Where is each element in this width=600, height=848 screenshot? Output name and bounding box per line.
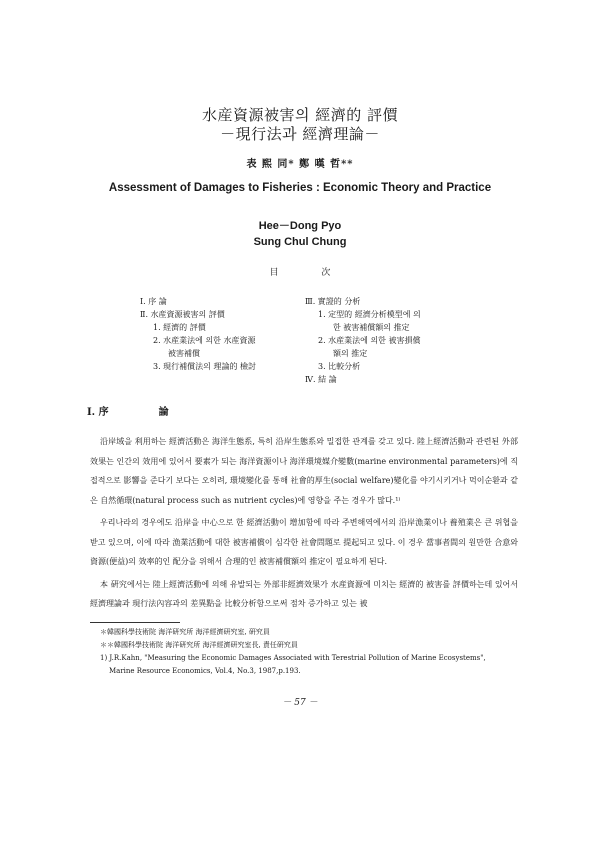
footnotes	[100, 626, 520, 678]
author-2: Sung Chul Chung	[253, 236, 347, 248]
footnote-rule	[90, 622, 180, 623]
page-number: － 57 －	[282, 698, 318, 708]
paragraph: 沿岸域을 利用하는 經濟活動은 海洋生態系, 특히 沿岸生態系와 밀접한 관계를 갖고 있다. 陸上經濟活動과 관련된 外部效果는 인간의 效用에 있어서 要素가 되는 海洋資源이나 海洋環境媒介變數(marine environmental parameters)에 직접적으로 影響을 준다기 보다는 오히려, 環境變化를 통해 社會的厚生(social welfare)變化를 야기시키거나 먹이순환과 같은 自然循環(natural process such as nutrient cycles)에 영향을 주는 경우가 많다.¹⁾	[90, 437, 518, 505]
section-heading	[87, 403, 169, 418]
body-text	[90, 432, 518, 617]
footnote: Marine Resource Economics, Vol.4, No.3, 1987,p.193.	[109, 667, 301, 675]
toc-item: 額의 推定	[333, 349, 368, 358]
toc-item: Ⅲ. 實證的 分析	[305, 297, 361, 306]
toc-item: 1. 定型的 經濟分析模型에 의	[318, 310, 421, 319]
section-title: 論	[158, 407, 169, 418]
footnote: 1) J.R.Kahn, "Measuring the Economic Damages Associated with Terestrial Pollution of Marine Ecosystems",	[100, 654, 486, 662]
toc-item: 2. 水産業法에 의한 被害損償	[318, 336, 421, 345]
toc-item: Ⅰ. 序 論	[140, 297, 167, 306]
toc-item: 3. 比較分析	[318, 362, 361, 371]
paragraph: 本 硏究에서는 陸上經濟活動에 의해 유발되는 外部非經濟效果가 水産資源에 미치는 經濟的 被害를 評價하는데 있어서 經濟理論과 現行法內容과의 差異點을 比較分析함으로써 점차 증가하고 있는 被	[90, 579, 518, 608]
korean-title-line-2: －現行法과 經濟理論－	[220, 125, 380, 143]
korean-title-line-1: 水産資源被害의 經濟的 評價	[201, 106, 399, 124]
footnote: ＊韓國科學技術院 海洋硏究所 海洋經濟硏究室, 硏究員	[100, 628, 270, 636]
korean-title	[0, 106, 600, 144]
toc-item: 被害補償	[168, 349, 200, 358]
toc-item: Ⅳ. 結 論	[305, 375, 337, 384]
toc-heading: 目 次	[269, 268, 331, 278]
toc-item: 1. 經濟的 評價	[153, 323, 206, 332]
toc-item: 3. 現行補償法의 理論的 檢討	[153, 362, 256, 371]
toc-item: Ⅱ. 水産資源被害의 評價	[140, 310, 225, 319]
english-authors	[0, 218, 600, 250]
toc-item: 2. 水産業法에 의한 水産資源	[153, 336, 256, 345]
footnote: ＊＊韓國科學技術院 海洋硏究所 海洋經濟硏究室長, 責任硏究員	[100, 641, 298, 649]
section-number: Ⅰ. 序	[87, 407, 109, 418]
toc-right-column	[305, 295, 465, 386]
english-title: Assessment of Damages to Fisheries : Economic Theory and Practice	[108, 182, 492, 194]
toc-left-column	[140, 295, 290, 373]
paragraph: 우리나라의 경우에도 沿岸을 中心으로 한 經濟活動이 增加함에 따라 주변해역에서의 沿岸漁業이나 養殖業은 큰 위협을 받고 있으며, 이에 따라 漁業活動에 대한 被害補償이 심각한 社會問題로 提起되고 있다. 이 경우 當事者間의 원만한 合意와 資源(便益)의 效率的인 配分을 위해서 合理的인 被害補償額의 推定이 필요하게 된다.	[90, 518, 518, 566]
korean-authors: 表 熙 同* 鄭 嘆 哲**	[246, 159, 354, 170]
author-1: Hee－Dong Pyo	[258, 220, 342, 232]
toc-item: 한 被害補償額의 推定	[333, 323, 410, 332]
